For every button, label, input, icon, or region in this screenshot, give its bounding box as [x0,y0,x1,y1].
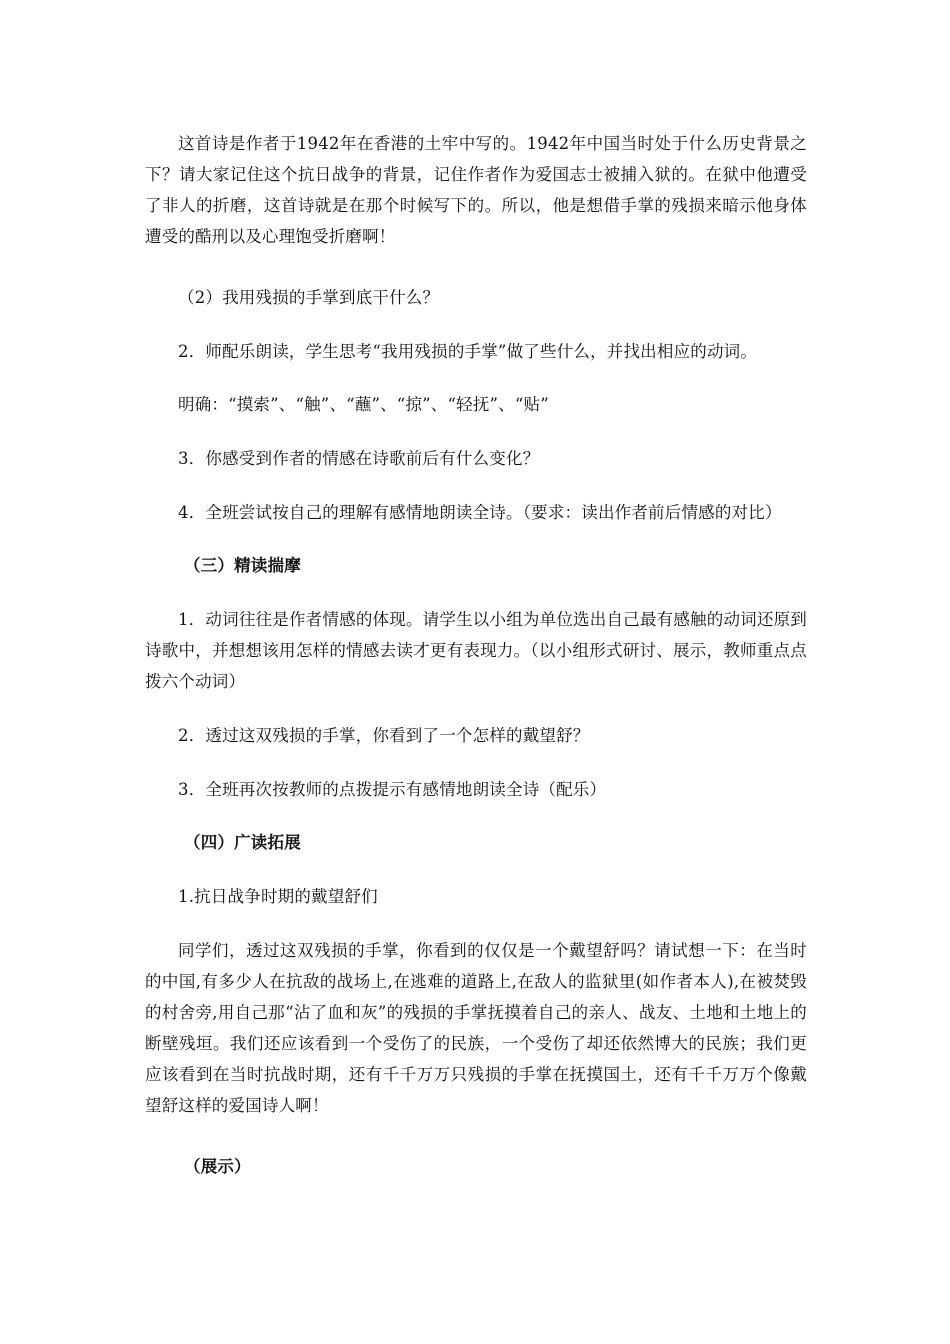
step-3-item: 3．你感受到作者的情感在诗歌前后有什么变化？ [178,449,540,468]
question-2: （2）我用残损的手掌到底干什么？ [178,288,440,307]
show-label: （展示） [184,1157,251,1176]
step-2-item: 2．师配乐朗读，学生思考“我用残损的手掌”做了些什么，并找出相应的动词。 [178,342,758,361]
background-paragraph: 这首诗是作者于1942年在香港的土牢中写的。1942年中国当时处于什么历史背景之下？请大家记住这个抗日战争的背景，记住作者作为爱国志士被捕入狱的。在狱中他遭受了非人的折磨，这首诗就是在那个时候写下的。所以，他是想借手掌的残损来暗示他身体遭受的酷刑以及心理饱受折磨啊！ [145,134,807,246]
section-3-item-3: 3．全班再次按教师的点拨提示有感情地朗读全诗（配乐） [178,780,607,799]
step-4-item: 4．全班尝试按自己的理解有感情地朗读全诗。（要求：读出作者前后情感的对比） [178,503,782,522]
section-3-item-2: 2．透过这双残损的手掌，你看到了一个怎样的戴望舒？ [178,726,590,745]
answer-verbs: 明确：“摸索”、“触”、“蘸”、“掠”、“轻抚”、“贴” [178,395,549,414]
section-4-paragraph: 同学们，透过这双残损的手掌，你看到的仅仅是一个戴望舒吗？请试想一下：在当时的中国,有多少人在抗敌的战场上,在逃难的道路上,在敌人的监狱里(如作者本人),在被焚毁的村舍旁,用自己那“沾了血和灰”的残损的手掌抚摸着自己的亲人、战友、土地和土地上的断壁残垣。我们还应该看到一个受伤了的民族，一个受伤了却还依然博大的民族；我们更应该看到在当时抗战时期，还有千千万万只残损的手掌在抚摸国土，还有千千万万个像戴望舒这样的爱国诗人啊！ [145,941,807,1115]
section-4-item-1: 1.抗日战争时期的戴望舒们 [178,887,378,906]
section-3-item-1: 1．动词往往是作者情感的体现。请学生以小组为单位选出自己最有感触的动词还原到诗歌中，并想想该用怎样的情感去读才更有表现力。（以小组形式研讨、展示，教师重点点拨六个动词） [145,610,807,691]
section-3-heading: （三）精读揣摩 [184,556,301,575]
section-4-heading: （四）广读拓展 [184,833,301,852]
